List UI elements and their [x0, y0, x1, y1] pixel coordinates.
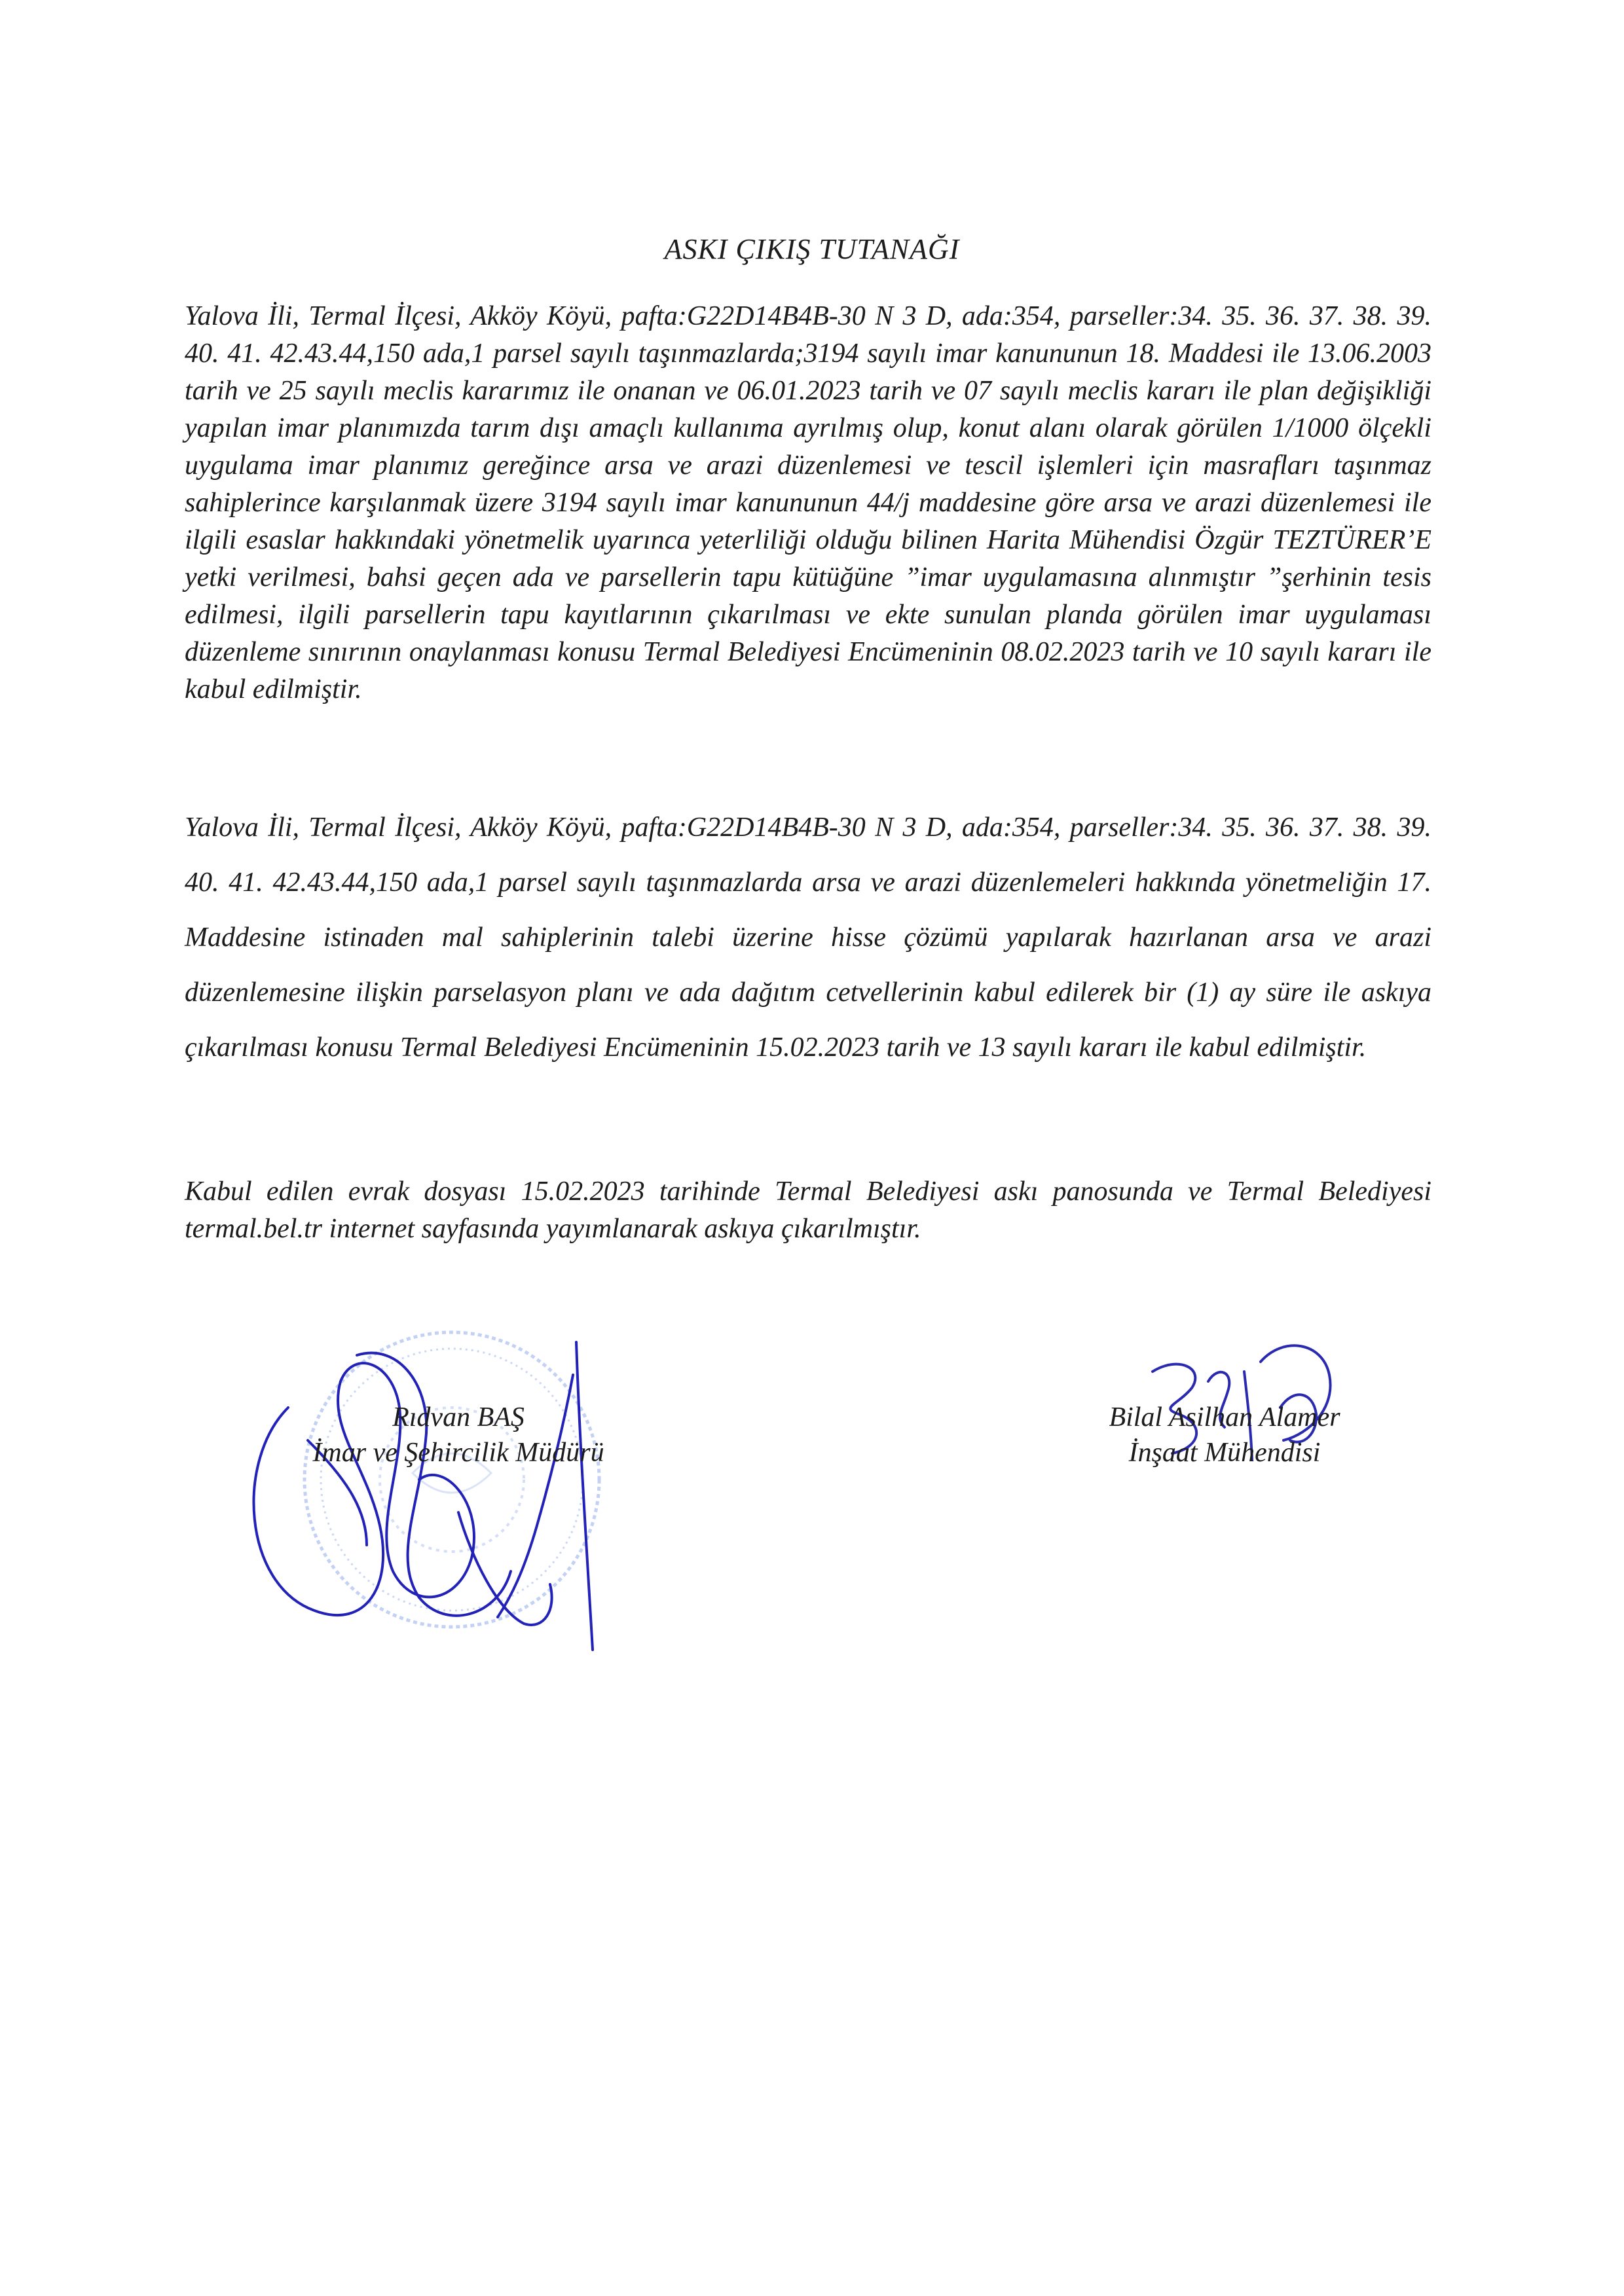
paragraph-1: Yalova İli, Termal İlçesi, Akköy Köyü, pafta:G22D14B4B-30 N 3 D, ada:354, parseller:34. 35. 36. 37. 38. 39. 40. 41. 42.43.44,150 ada,1 parsel sayılı taşınmazlarda;3194 sayılı imar kanununun 18. Maddesi ile 13.06.2003 tarih ve 25 sayılı meclis kararımız ile onanan ve 06.01.2023 tarih ve 07 sayılı meclis kararı ile plan değişikliği yapılan imar planımızda tarım dışı amaçlı kullanıma ayrılmış olup, konut alanı olarak görülen 1/1000 ölçekli uygulama imar planımız gereğince arsa ve arazi düzenlemesi ve tescil işlemleri için masrafları taşınmaz sahiplerince karşılanmak üzere 3194 sayılı imar kanununun 44/j maddesine göre arsa ve arazi düzenlemesi ile ilgili esaslar hakkındaki yönetmelik uyarınca yeterliliği olduğu bilinen Harita Mühendisi Özgür TEZTÜRER’E yetki verilmesi, bahsi geçen ada ve parsellerin tapu kütüğüne ”imar uygulamasına alınmıştır ”şerhinin tesis edilmesi, ilgili parsellerin tapu kayıtlarının çıkarılması ve ekte sunulan planda görülen imar uygulaması düzenleme sınırının onaylanması konusu Termal Belediyesi Encümeninin 08.02.2023 tarih ve 10 sayılı kararı ile kabul edilmiştir.: [185, 301, 1431, 704]
signer-right: [1061, 1400, 1388, 1470]
signer-left: [262, 1400, 655, 1470]
paragraph-2: Yalova İli, Termal İlçesi, Akköy Köyü, pafta:G22D14B4B-30 N 3 D, ada:354, parseller:34. 35. 36. 37. 38. 39. 40. 41. 42.43.44,150 ada,1 parsel sayılı taşınmazlarda arsa ve arazi düzenlemeleri hakkında yönetmeliğin 17. Maddesine istinaden mal sahiplerinin talebi üzerine hisse çözümü yapılarak hazırlanan arsa ve arazi düzenlemesine ilişkin parselasyon planı ve ada dağıtım cetvellerinin kabul edilerek bir (1) ay süre ile askıya çıkarılması konusu Termal Belediyesi Encümeninin 15.02.2023 tarih ve 13 sayılı kararı ile kabul edilmiştir.: [185, 812, 1431, 1063]
signer-left-role: İmar ve Şehircilik Müdürü: [312, 1438, 604, 1468]
signer-right-role: İnşaat Mühendisi: [1128, 1438, 1321, 1468]
signer-right-name: Bilal Asilhan Alamer: [1109, 1402, 1340, 1432]
paragraph-3: Kabul edilen evrak dosyası 15.02.2023 tarihinde Termal Belediyesi askı panosunda ve Termal Belediyesi termal.bel.tr internet sayfasında yayımlanarak askıya çıkarılmıştır.: [185, 1176, 1431, 1244]
signature-left-icon: [254, 1342, 593, 1650]
document-title: ASKI ÇIKIŞ TUTANAĞI: [664, 233, 960, 265]
signer-left-name: Rıdvan BAŞ: [392, 1402, 525, 1432]
